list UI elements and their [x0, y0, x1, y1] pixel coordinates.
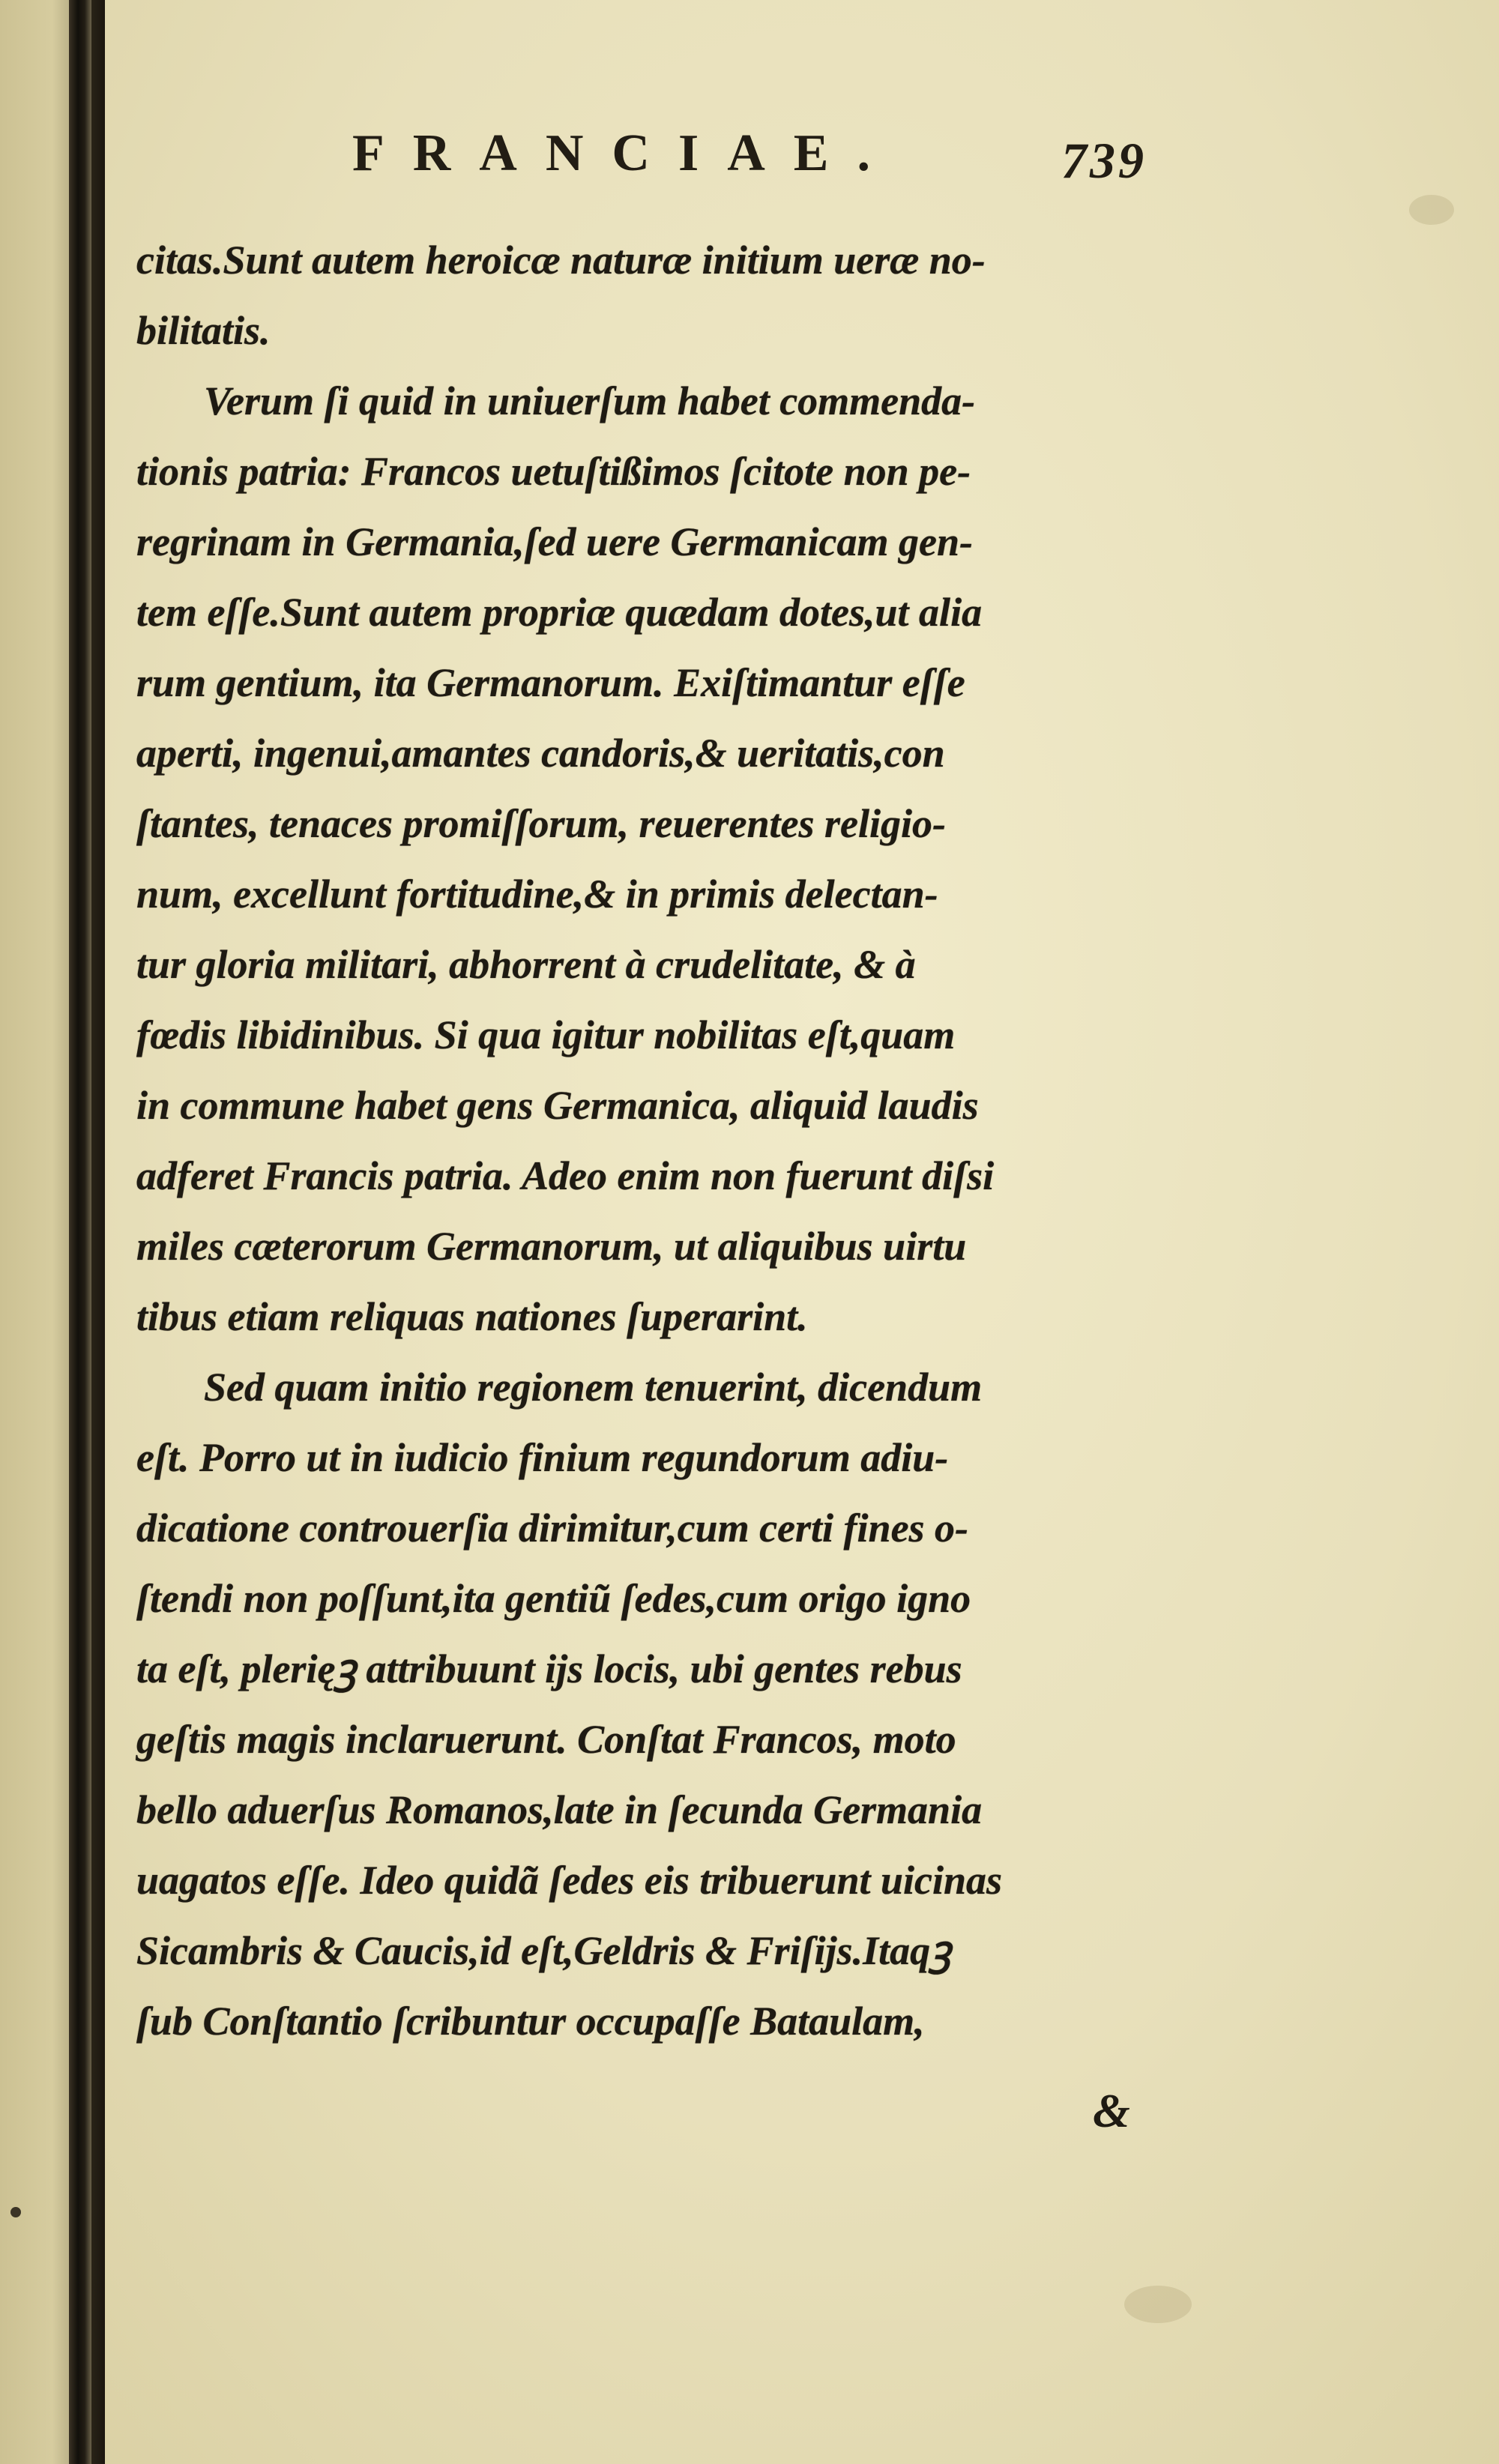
text-line: in commune habet gens Germanica, aliquid laudis [136, 1083, 979, 1128]
text-line: tionis patria: Francos uetuſtißimos ſcitote non pe- [136, 449, 971, 494]
paper-stain [1409, 195, 1454, 225]
text-line: Verum ſi quid in uniuerſum habet commenda- [204, 378, 976, 423]
text-line: Sed quam initio regionem tenuerint, dicendum [204, 1365, 983, 1410]
text-line: ſub Conſtantio ſcribuntur occupaſſe Bataulam, [136, 1999, 925, 2044]
text-line: geſtis magis inclaruerunt. Conſtat Francos, moto [136, 1717, 956, 1762]
text-line: num, excellunt fortitudine,& in primis delectan- [136, 872, 938, 917]
text-line: tur gloria militari, abhorrent à crudelitate, & à [136, 942, 916, 987]
binding-shadow [69, 0, 91, 2464]
catchword: & [1093, 2084, 1130, 2137]
text-line: regrinam in Germania,ſed uere Germanicam gen- [136, 519, 973, 564]
text-line: tibus etiam reliquas nationes ſuperarint. [136, 1294, 808, 1339]
text-line: ſtantes, tenaces promiſſorum, reuerentes religio- [136, 801, 946, 846]
text-line: ta eſt, plerięꝫ attribuunt ijs locis, ubi gentes rebus [136, 1646, 962, 1691]
text-line: tem eſſe.Sunt autem propriæ quædam dotes,ut alia [136, 590, 983, 635]
text-line: bilitatis. [136, 308, 271, 353]
text-line: eſt. Porro ut in iudicio finium regundorum adiu- [136, 1435, 949, 1480]
text-line: miles cæterorum Germanorum, ut aliquibus uirtu [136, 1224, 967, 1269]
text-line: citas.Sunt autem heroicæ naturæ initium ueræ no- [136, 238, 986, 283]
text-line: adferet Francis patria. Adeo enim non fuerunt diſsi [136, 1153, 995, 1198]
page-number: 739 [1061, 132, 1147, 189]
text-line: fœdis libidinibus. Si qua igitur nobilitas eſt,quam [136, 1012, 956, 1057]
text-line: ſtendi non poſſunt,ita gentiũ ſedes,cum origo igno [136, 1576, 971, 1621]
text-line: aperti, ingenui,amantes candoris,& ueritatis,con [136, 731, 945, 776]
text-line: dicatione controuerſia dirimitur,cum certi fines o- [136, 1506, 969, 1550]
text-line: uagatos eſſe. Ideo quidã ſedes eis tribuerunt uicinas [136, 1858, 1003, 1903]
running-head: FRANCIAE. [352, 124, 899, 182]
paper-stain [1124, 2286, 1192, 2323]
text-line: Sicambris & Caucis,id eſt,Geldris & Friſijs.Itaqꝫ [136, 1928, 951, 1973]
page-header [352, 124, 1147, 206]
body-text [136, 225, 1186, 2056]
text-line: rum gentium, ita Germanorum. Exiſtimantur eſſe [136, 660, 965, 705]
ink-dot [10, 2207, 21, 2217]
text-line: bello aduerſus Romanos,late in ſecunda Germania [136, 1787, 983, 1832]
